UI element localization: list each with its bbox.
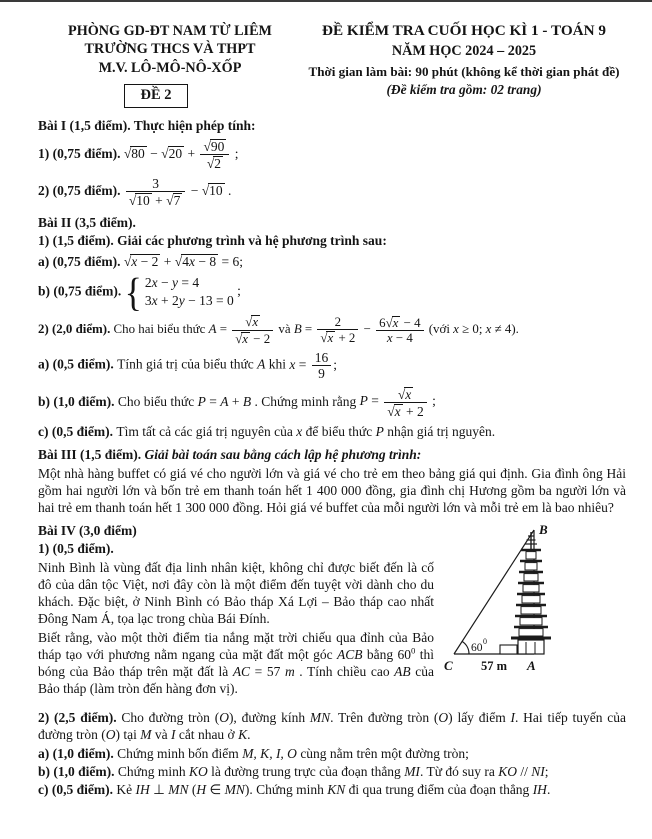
section-bai-4 xyxy=(38,522,626,798)
bai4-para-1: Ninh Bình là vùng đất địa linh nhân kiệt, không chỉ được biết đến là cố đô của dân tộc Việt, nơi đây còn là một điểm đến tuyệt vời dành cho du khách. Đặc biệt, ở Ninh Bình có Bảo tháp Xá Lợi – Bảo tháp cao nhất Đông Nam Á, tọa lạc trong chùa Bái Đính. xyxy=(38,559,434,626)
section-bai-1 xyxy=(38,117,626,208)
org-school-name: M.V. LÔ-MÔ-NÔ-XỐP xyxy=(98,59,242,76)
bai2-intro-2: 2) (2,0 điểm). Cho hai biểu thức A = $\frac{√x}{√x - 2}$ và B = $\frac{2}{√x + 2}$ − $\frac{6√x - 4}{x - 4}$ (với x ≥ 0; x ≠ 4). xyxy=(38,314,519,346)
bai3-title: Bài III (1,5 điểm). Giải bài toán sau bằng cách lập hệ phương trình: xyxy=(38,446,422,462)
pagoda-drawing xyxy=(500,532,551,654)
base-length-label: 57 m xyxy=(480,658,508,673)
org-department: PHÒNG GD-ĐT NAM TỪ LIÊM xyxy=(68,23,272,39)
bai3-body: Một nhà hàng buffet có giá vé cho người lớn và giá vé cho trẻ em theo bảng giá qui định. Gia đình ông Hải gồm hai người lớn và bốn trẻ em thanh toán hết 1 400 000 đồng, gia đình chị Hương gồm ba người lớn và hai trẻ em thanh toán hết 1 300 000 đồng. Hỏi giá vé buffet của mỗi người lớn và mỗi trẻ em là bao nhiêu? xyxy=(38,465,626,515)
bai4-title: Bài IV (3,0 điểm) xyxy=(38,522,137,538)
tower-figure-svg xyxy=(442,522,626,680)
section-bai-3 xyxy=(38,446,626,516)
bai2-title: Bài II (3,5 điểm). xyxy=(38,214,136,230)
tower-figure xyxy=(442,522,626,680)
bai1-item-2: 2) (0,75 điểm). $\frac{3}{√10 + √7}$ − √10 . xyxy=(38,175,232,208)
exam-code-box: ĐỀ 2 xyxy=(124,84,187,108)
exam-title: ĐỀ KIỂM TRA CUỐI HỌC KÌ 1 - TOÁN 9 xyxy=(322,22,606,39)
bai4-sub-2: 2) (2,5 điểm). Cho đường tròn (O), đường kính MN. Trên đường tròn (O) lấy điểm I. Hai tiếp tuyến của đường tròn (O) tại M và I cắt nhau ở K. xyxy=(38,709,627,742)
vertex-a-label: A xyxy=(527,657,536,673)
bai2-item-2a: a) (0,5 điểm). Tính giá trị của biểu thức A khi x = $\frac{16}{9}$ ; xyxy=(38,350,338,382)
exam-title-block xyxy=(302,20,626,108)
vertex-c-label: C xyxy=(444,657,453,673)
bai4-para-2: Biết rằng, vào một thời điểm tia nắng mặt trời chiếu qua đỉnh của Bảo tháp tạo với phương nằm ngang của mặt đất một góc ACB bằng $60^0$ thì bóng của Bảo tháp trên mặt đất là AC = 57 m . Tính chiều cao AB của Bảo tháp (làm tròn đến hàng đơn vị). xyxy=(38,629,434,696)
bai4-item-b: b) (1,0 điểm). Chứng minh KO là đường trung trực của đoạn thẳng MI. Từ đó suy ra KO // NI; xyxy=(38,763,549,779)
angle-superscript: 0 xyxy=(483,636,487,646)
org-block xyxy=(38,20,302,108)
org-school: TRƯỜNG THCS VÀ THPT xyxy=(84,41,256,58)
bai2-item-2b: b) (1,0 điểm). Cho biểu thức P = A + B . Chứng minh rằng P = $\frac{√x}{√x + 2}$ ; xyxy=(38,386,436,419)
pages-note: (Đề kiểm tra gồm: 02 trang) xyxy=(386,81,542,97)
exam-header xyxy=(38,20,626,108)
bai1-title: Bài I (1,5 điểm). Thực hiện phép tính: xyxy=(38,118,256,134)
section-bai-2 xyxy=(38,214,626,440)
bai2-item-1b: b) (0,75 điểm). { 2x − y = 4 3x + 2y − 13 = 0 ; xyxy=(38,269,241,314)
angle-label: 60 xyxy=(471,641,483,654)
exam-duration: Thời gian làm bài: 90 phút (không kể thời gian phát đề) xyxy=(308,64,620,80)
bai4-item-c: c) (0,5 điểm). Kẻ IH ⊥ MN (H ∈ MN). Chứng minh KN đi qua trung điểm của đoạn thẳng IH. xyxy=(38,781,551,797)
bai4-sub-1: 1) (0,5 điểm). xyxy=(38,540,114,556)
bai2-item-1a: a) (0,75 điểm). √x − 2 + √4x − 8 = 6; xyxy=(38,253,243,269)
angle-arc xyxy=(462,641,469,654)
school-year: NĂM HỌC 2024 – 2025 xyxy=(391,43,537,60)
vertex-b-label: B xyxy=(539,521,548,537)
bai2-intro-1: 1) (1,5 điểm). Giải các phương trình và hệ phương trình sau: xyxy=(38,232,387,248)
bai4-item-a: a) (1,0 điểm). Chứng minh bốn điểm M, K, I, O cùng nằm trên một đường tròn; xyxy=(38,745,469,761)
bai1-item-1: 1) (0,75 điểm). √80 − √20 + $\frac{√90}{√2}$ ; xyxy=(38,139,239,172)
bai2-item-2c: c) (0,5 điểm). Tìm tất cả các giá trị nguyên của x để biểu thức P nhận giá trị nguyên. xyxy=(38,423,496,439)
